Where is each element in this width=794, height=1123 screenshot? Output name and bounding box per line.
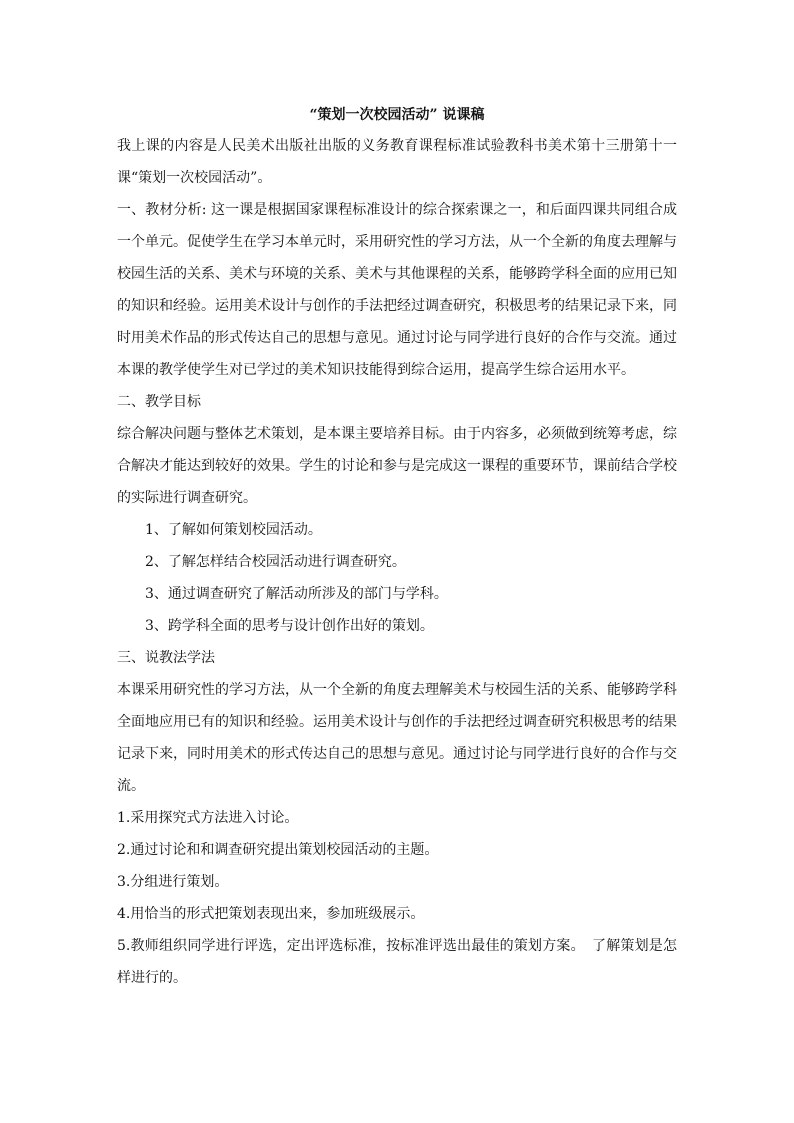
goal-item: 2、了解怎样结合校园活动进行调查研究。 bbox=[145, 554, 406, 570]
section-heading-teaching-goals: 二、教学目标 bbox=[117, 394, 201, 410]
document-body bbox=[117, 100, 677, 994]
step-item: 4.用恰当的形式把策划表现出来，参加班级展示。 bbox=[117, 906, 425, 922]
step-item: 5.教师组织同学进行评选，定出评选标准，按标准评选出最佳的策划方案。 了解策划是怎样进行的。 bbox=[117, 938, 677, 986]
step-item: 1.采用探究式方法进入讨论。 bbox=[117, 810, 299, 826]
step-item: 2.通过讨论和和调查研究提出策划校园活动的主题。 bbox=[117, 842, 439, 858]
textbook-analysis-paragraph: 一、教材分析: 这一课是根据国家课程标准设计的综合探索课之一，和后面四课共同组合成一个单元。促使学生在学习本单元时，采用研究性的学习方法，从一个全新的角度去理解与校园生活的关系、美术与环境的关系、美术与其他课程的关系，能够跨学科全面的应用已知的知识和经验。运用美术设计与创作的手法把经过调查研究，积极思考的结果记录下来，同时用美术作品的形式传达自己的思想与意见。通过讨论与同学进行良好的合作与交流。通过本课的教学使学生对已学过的美术知识技能得到综合运用，提高学生综合运用水平。 bbox=[117, 202, 677, 378]
intro-paragraph: 我上课的内容是人民美术出版社出版的义务教育课程标准试验教科书美术第十三册第十一课“策划一次校园活动”。 bbox=[117, 138, 677, 186]
teaching-goals-paragraph: 综合解决问题与整体艺术策划，是本课主要培养目标。由于内容多，必须做到统筹考虑，综合解决才能达到较好的效果。学生的讨论和参与是完成这一课程的重要环节，课前结合学校的实际进行调查研究。 bbox=[117, 426, 677, 506]
goal-item: 3、通过调查研究了解活动所涉及的部门与学科。 bbox=[145, 586, 448, 602]
goal-item: 3、跨学科全面的思考与设计创作出好的策划。 bbox=[145, 618, 434, 634]
goal-item: 1、了解如何策划校园活动。 bbox=[145, 522, 322, 538]
step-item: 3.分组进行策划。 bbox=[117, 874, 229, 890]
section-heading-methods: 三、说教法学法 bbox=[117, 650, 215, 666]
document-title: “策划一次校园活动” 说课稿 bbox=[309, 107, 485, 123]
methods-paragraph: 本课采用研究性的学习方法，从一个全新的角度去理解美术与校园生活的关系、能够跨学科全面地应用已有的知识和经验。运用美术设计与创作的手法把经过调查研究积极思考的结果记录下来，同时用美术的形式传达自己的思想与意见。通过讨论与同学进行良好的合作与交流。 bbox=[117, 682, 677, 794]
